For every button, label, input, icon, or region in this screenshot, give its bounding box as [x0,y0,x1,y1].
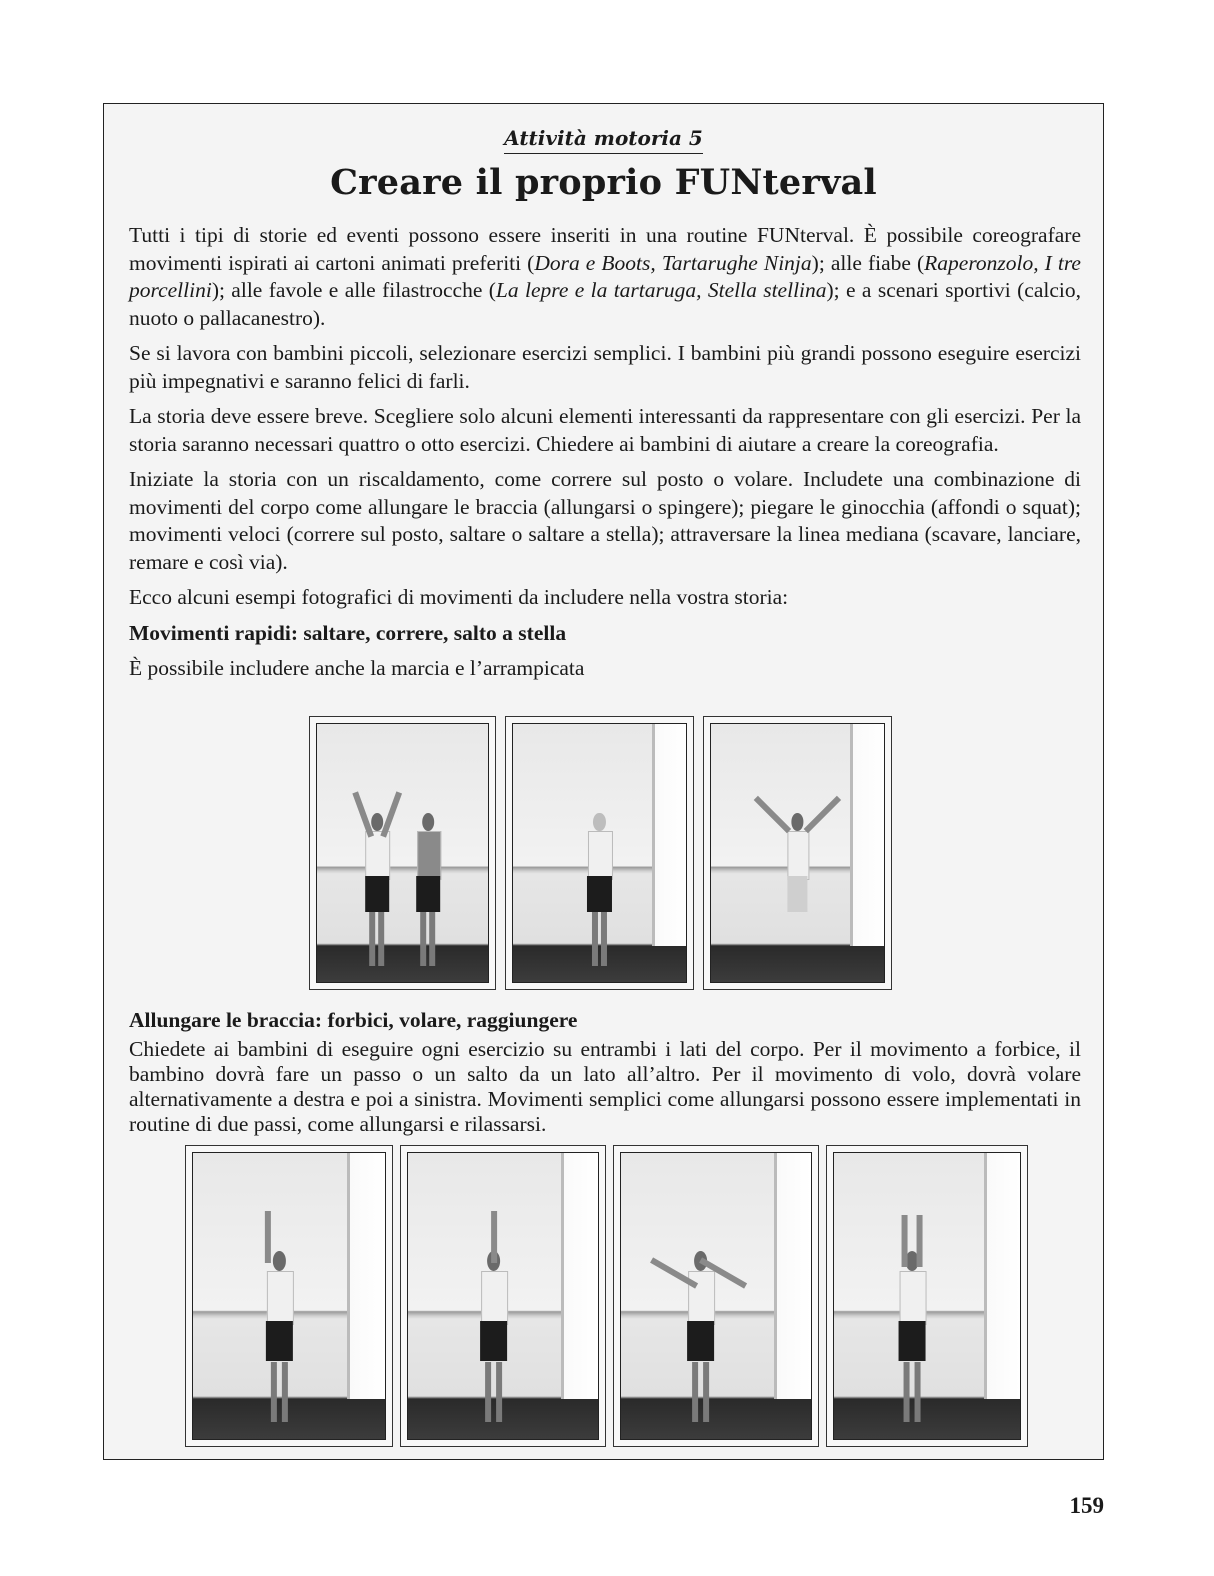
child-figure [258,1227,300,1427]
photo-reaching [833,1152,1021,1440]
child-figure [763,791,832,972]
section1-heading: Movimenti rapidi: saltare, correre, salto a stella [129,620,567,645]
photo-frame [309,716,496,990]
section2-text: Chiedete ai bambini di eseguire ogni esercizio su entrambi i lati del corpo. Per il movimento a forbice, il bambino dovrà fare un passo o un salto da un lato all’altro. Per il movimento di volo, dovrà volare alternativamente a destra e poi a sinistra. Movimenti semplici come allungarsi possono essere implementati in routine di due passi, come allungarsi e rilassarsi. [129,1036,1081,1136]
page-title: Creare il proprio FUNterval [330,162,877,203]
child-figure [580,791,618,972]
paragraph-5: Ecco alcuni esempi fotografici di movimenti da includere nella vostra storia: [129,585,789,609]
window [561,1153,598,1399]
window [347,1153,385,1399]
child-figure [409,791,447,972]
child-figure [680,1227,722,1427]
section2-text-block [129,1007,1081,1145]
kicker-text: Attività motoria 5 [504,126,703,154]
paragraph-2: Se si lavora con bambini piccoli, selezionare esercizi semplici. I bambini più grandi possono eseguire esercizi più impegnativi e saranno felici di farli. [129,341,1081,393]
window [850,724,884,946]
photo-frame [703,716,892,990]
photo-scissors-cross [407,1152,599,1440]
window [774,1153,811,1399]
paragraph-3: La storia deve essere breve. Scegliere solo alcuni elementi interessanti da rappresentare con gli esercizi. Per la storia saranno necessari quattro o otto esercizi. Chiedere ai bambini di aiutare a creare la coreografia. [129,404,1081,456]
child-figure [473,1227,515,1427]
photo-row-2 [185,1145,1028,1447]
photo-row-1 [309,716,892,990]
paragraph-4: Iniziate la storia con un riscaldamento, come correre sul posto o volare. Includete una combinazione di movimenti del corpo come allungare le braccia (allungarsi o spingere); piegare le ginocchia (affondi o squat); movimenti veloci (correre sul posto, saltare o saltare a stella); attraversare la linea mediana (scavare, lanciare, remare e così via). [129,467,1081,574]
photo-frame [826,1145,1028,1447]
page-number: 159 [1069,1493,1104,1518]
photo-frame [505,716,694,990]
section1-text: È possibile includere anche la marcia e l’arrampicata [129,656,585,680]
activity-box [103,103,1104,1460]
section2-heading: Allungare le braccia: forbici, volare, raggiungere [129,1008,578,1032]
window [652,724,686,946]
photo-frame [400,1145,606,1447]
window [984,1153,1020,1399]
photo-jumping [316,723,489,983]
photo-frame [185,1145,393,1447]
photo-star-jump [710,723,885,983]
child-figure [358,791,396,972]
photo-running [512,723,687,983]
photo-flying [620,1152,812,1440]
intro-text [129,222,1081,691]
photo-frame [613,1145,819,1447]
photo-scissors [192,1152,386,1440]
child-figure [892,1227,933,1427]
paragraph-1: Tutti i tipi di storie ed eventi possono essere inseriti in una routine FUNterval. È possibile coreografare movimenti ispirati ai cartoni animati preferiti (Dora e Boots, Tartarughe Ninja); alle fiabe (Raperonzolo, I tre porcellini); alle favole e alle filastrocche (La lepre e la tartaruga, Stella stellina); e a scenari sportivi (calcio, nuoto o pallacanestro). [129,223,1081,330]
activity-kicker [104,126,1103,154]
